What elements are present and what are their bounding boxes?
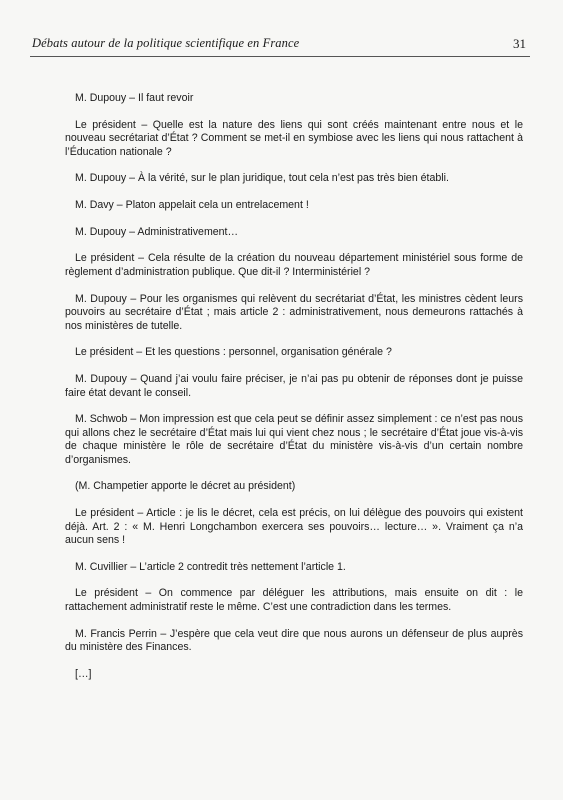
- document-body: [65, 92, 523, 695]
- paragraph: M. Dupouy – Quand j’ai voulu faire préciser, je n’ai pas pu obtenir de réponses dont je puisse faire état devant le conseil.: [65, 373, 523, 399]
- running-title: Débats autour de la politique scientifique en France: [32, 36, 300, 50]
- paragraph: M. Cuvillier – L’article 2 contredit très nettement l’article 1.: [75, 560, 346, 573]
- paragraph: M. Dupouy – Il faut revoir: [75, 92, 194, 104]
- paragraph: Le président – Quelle est la nature des liens qui sont créés maintenant entre nous et le nouveau secrétariat d’État ? Comment se met-il en symbiose avec les liens qui nous rattachent à l’Éducation nationale ?: [65, 118, 523, 158]
- paragraph: (M. Champetier apporte le décret au président): [75, 480, 296, 493]
- paragraph: M. Dupouy – Administrativement…: [75, 225, 239, 238]
- paragraph: M. Francis Perrin – J’espère que cela veut dire que nous aurons un défenseur de plus auprès du ministère des Finances.: [65, 627, 523, 654]
- paragraph: M. Davy – Platon appelait cela un entrelacement !: [75, 199, 309, 212]
- paragraph: M. Dupouy – Pour les organismes qui relèvent du secrétariat d’État, les ministres cèdent leurs pouvoirs au secrétaire d’État ; mais article 2 : administrativement, nous demeurons rattachés à nos ministères de tutelle.: [65, 292, 523, 332]
- paragraph: Le président – On commence par déléguer les attributions, mais ensuite on dit : le rattachement administratif reste le même. C’est une contradiction dans les termes.: [65, 587, 523, 613]
- page-number: 31: [513, 36, 526, 51]
- paragraph: M. Schwob – Mon impression est que cela peut se définir assez simplement : ce n’est pas nous qui allons chez le secrétaire d’État mais lui qui vient chez nous ; le secrétaire d’État joue vis-à-vis de chaque ministère le rôle de secrétaire d’État du ministère vis-à-vis d’un certain nombre d’organismes.: [65, 413, 523, 466]
- paragraph: Le président – Cela résulte de la création du nouveau département ministériel sous forme de règlement d’administration publique. Que dit-il ? Interministériel ?: [65, 252, 523, 278]
- paragraph: Le président – Article : je lis le décret, cela est précis, on lui délègue des pouvoirs qui existent déjà. Art. 2 : « M. Henri Longchambon exercera ses pouvoirs… lecture… ». Vraiment ça n’a aucun sens !: [65, 507, 523, 547]
- paragraph: M. Dupouy – À la vérité, sur le plan juridique, tout cela n’est pas très bien établi.: [75, 172, 449, 185]
- page-header: [30, 36, 530, 57]
- paragraph: Le président – Et les questions : personnel, organisation générale ?: [75, 346, 392, 359]
- ellipsis-paragraph: […]: [75, 667, 92, 680]
